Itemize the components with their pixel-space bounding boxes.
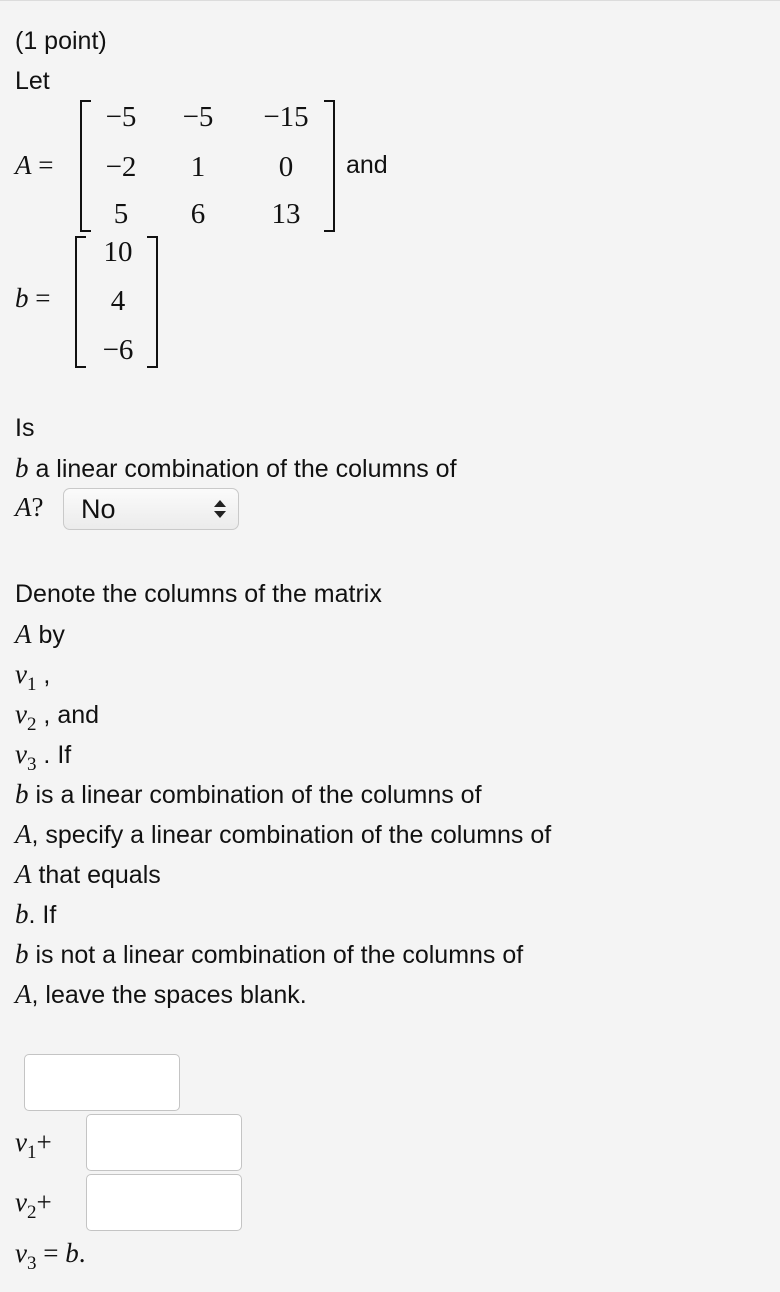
- and-text: , and: [36, 701, 100, 729]
- matrix-a-left-bracket: [80, 100, 91, 232]
- v2-plus: [15, 1187, 52, 1221]
- coefficient-2-input[interactable]: [86, 1114, 242, 1171]
- v-symbol: v: [15, 699, 27, 729]
- vector-b-cell: 4: [110, 285, 126, 317]
- matrix-a-right-bracket: [324, 100, 335, 232]
- plus-sign: +: [36, 1187, 52, 1217]
- question-mark: ?: [31, 492, 44, 522]
- equals-sign: =: [36, 1238, 66, 1268]
- matrix-a-label: A: [15, 150, 32, 180]
- question-line: [15, 453, 457, 484]
- v-subscript: 3: [26, 754, 37, 775]
- instruction-line-11: [15, 979, 307, 1010]
- v-subscript: 1: [26, 1142, 37, 1163]
- v-symbol: v: [15, 739, 27, 769]
- is-label: Is: [15, 414, 35, 442]
- matrix-a-equation: [15, 150, 53, 181]
- select-arrows-icon: [214, 500, 226, 518]
- matrix-a-cell: 1: [190, 151, 206, 183]
- instruction-line-4: [15, 699, 99, 733]
- vector-b-right-bracket: [147, 236, 158, 368]
- coefficient-3-input[interactable]: [86, 1174, 242, 1231]
- matrix-a-cell: −5: [182, 101, 214, 133]
- instruction-line-1: Denote the columns of the matrix: [15, 580, 382, 608]
- vector-b-label: b: [15, 283, 29, 313]
- matrix-a-cell: 13: [271, 198, 301, 230]
- matrix-a-cell: −2: [105, 151, 137, 183]
- instruction-text: is a linear combination of the columns of: [28, 781, 482, 809]
- yes-no-select[interactable]: [63, 488, 239, 530]
- a-symbol: A: [15, 819, 32, 849]
- by-text: by: [31, 621, 65, 649]
- instruction-text: that equals: [31, 861, 161, 889]
- instruction-line-6: [15, 779, 482, 810]
- matrix-a-cell: 5: [113, 198, 129, 230]
- a-symbol: A: [15, 859, 32, 889]
- v1-plus: [15, 1127, 52, 1161]
- instruction-line-10: [15, 939, 523, 970]
- v-symbol: v: [15, 1187, 27, 1217]
- let-label: Let: [15, 67, 50, 95]
- coefficient-1-input[interactable]: [24, 1054, 180, 1111]
- instruction-line-7: [15, 819, 551, 850]
- vector-b-left-bracket: [75, 236, 86, 368]
- matrix-a-cell: −15: [263, 101, 309, 133]
- vector-b-cell: 10: [103, 236, 133, 268]
- instruction-line-2: [15, 619, 65, 650]
- plus-sign: +: [36, 1127, 52, 1157]
- matrix-a-cell: 6: [190, 198, 206, 230]
- v-subscript: 1: [26, 674, 37, 695]
- v-symbol: v: [15, 1238, 27, 1268]
- matrix-a-cell: 0: [278, 151, 294, 183]
- v-subscript: 3: [26, 1253, 37, 1274]
- equals-sign: =: [31, 150, 54, 180]
- equals-sign: =: [28, 283, 51, 313]
- b-symbol: b: [65, 1238, 79, 1268]
- a-symbol: A: [15, 979, 32, 1009]
- vector-b-equation: [15, 283, 50, 314]
- v-symbol: v: [15, 659, 27, 689]
- select-value: No: [81, 494, 116, 524]
- question-a-line: [15, 492, 43, 523]
- v-subscript: 2: [26, 714, 37, 735]
- b-symbol: b: [15, 453, 29, 483]
- instruction-text: , leave the spaces blank.: [31, 981, 307, 1009]
- vector-b-cell: −6: [102, 334, 134, 366]
- b-symbol: b: [15, 899, 29, 929]
- b-symbol: b: [15, 939, 29, 969]
- b-symbol: b: [15, 779, 29, 809]
- v-symbol: v: [15, 1127, 27, 1157]
- question-text: a linear combination of the columns of: [28, 455, 457, 483]
- points-label: (1 point): [15, 27, 107, 55]
- instruction-text: . If: [28, 901, 57, 929]
- instruction-text: is not a linear combination of the columns of: [28, 941, 524, 969]
- a-symbol: A: [15, 492, 32, 522]
- instruction-text: , specify a linear combination of the columns of: [31, 821, 552, 849]
- instruction-line-8: [15, 859, 161, 890]
- top-border: [0, 0, 780, 1]
- if-text: . If: [36, 741, 72, 769]
- instruction-line-5: [15, 739, 71, 773]
- a-symbol: A: [15, 619, 32, 649]
- instruction-line-3: [15, 659, 50, 693]
- and-label: and: [346, 151, 388, 179]
- matrix-a-cell: −5: [105, 101, 137, 133]
- period: .: [78, 1238, 86, 1268]
- v-subscript: 2: [26, 1202, 37, 1223]
- comma-text: ,: [36, 661, 51, 689]
- v3-equals-b: [15, 1238, 85, 1272]
- instruction-line-9: [15, 899, 56, 930]
